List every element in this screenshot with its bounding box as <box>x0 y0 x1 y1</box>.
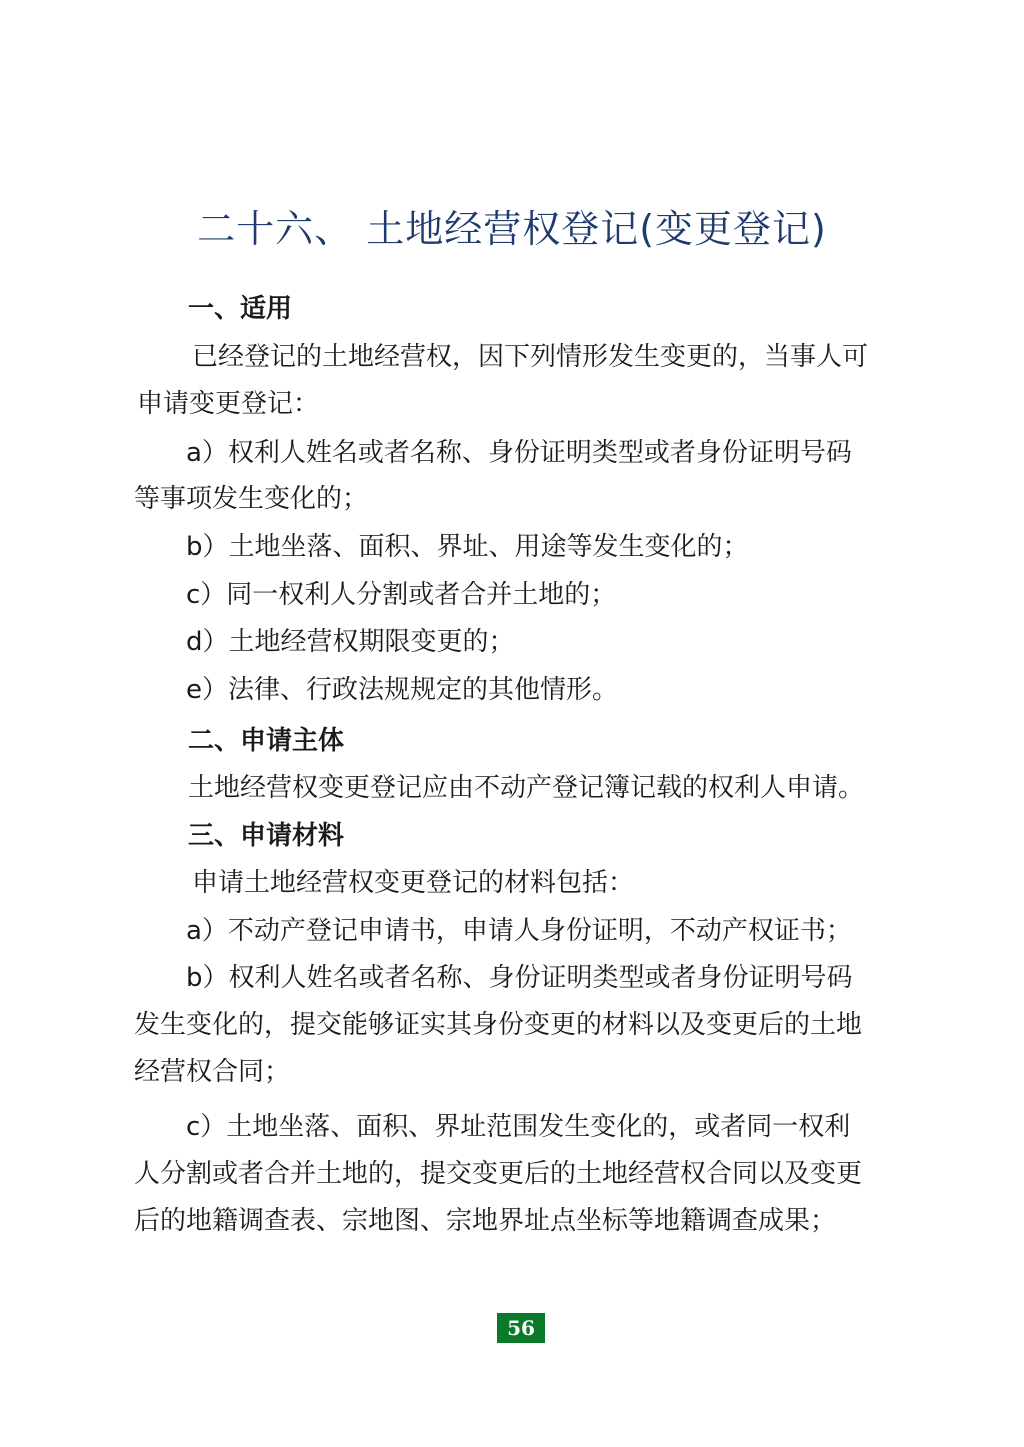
paragraph-line: 已经登记的土地经营权，因下列情形发生变更的，当事人可 <box>192 342 869 372</box>
list-item-a-continued: 等事项发生变化的； <box>134 484 369 514</box>
list-item-e: e）法律、行政法规规定的其他情形。 <box>186 675 618 705</box>
paragraph-line: 土地经营权变更登记应由不动产登记簿记载的权利人申请。 <box>188 773 865 803</box>
section-heading-applicant: 二、申请主体 <box>188 726 345 756</box>
list-item-a: a）权利人姓名或者名称、身份证明类型或者身份证明号码 <box>186 438 852 468</box>
list-item-b-continued: 发生变化的，提交能够证实其身份变更的材料以及变更后的土地 <box>134 1010 863 1040</box>
list-item-c-continued: 后的地籍调查表、宗地图、宗地界址点坐标等地籍调查成果； <box>134 1206 837 1236</box>
list-item-c: c）同一权利人分割或者合并土地的； <box>186 580 617 610</box>
paragraph-line: 申请变更登记： <box>137 389 320 419</box>
page-number: 56 <box>497 1313 545 1343</box>
section-heading-materials: 三、申请材料 <box>188 821 345 851</box>
list-item-c: c）土地坐落、面积、界址范围发生变化的，或者同一权利 <box>186 1112 851 1142</box>
list-item-d: d）土地经营权期限变更的； <box>186 627 515 657</box>
list-item-a: a）不动产登记申请书，申请人身份证明，不动产权证书； <box>186 916 852 946</box>
paragraph-line: 申请土地经营权变更登记的材料包括： <box>192 868 635 898</box>
page-title: 二十六、 土地经营权登记(变更登记) <box>197 207 827 252</box>
list-item-b: b）土地坐落、面积、界址、用途等发生变化的； <box>186 532 749 562</box>
list-item-b: b）权利人姓名或者名称、身份证明类型或者身份证明号码 <box>186 963 853 993</box>
list-item-b-continued: 经营权合同； <box>134 1057 291 1087</box>
list-item-c-continued: 人分割或者合并土地的，提交变更后的土地经营权合同以及变更 <box>134 1159 863 1189</box>
section-heading-applicability: 一、适用 <box>188 294 293 324</box>
